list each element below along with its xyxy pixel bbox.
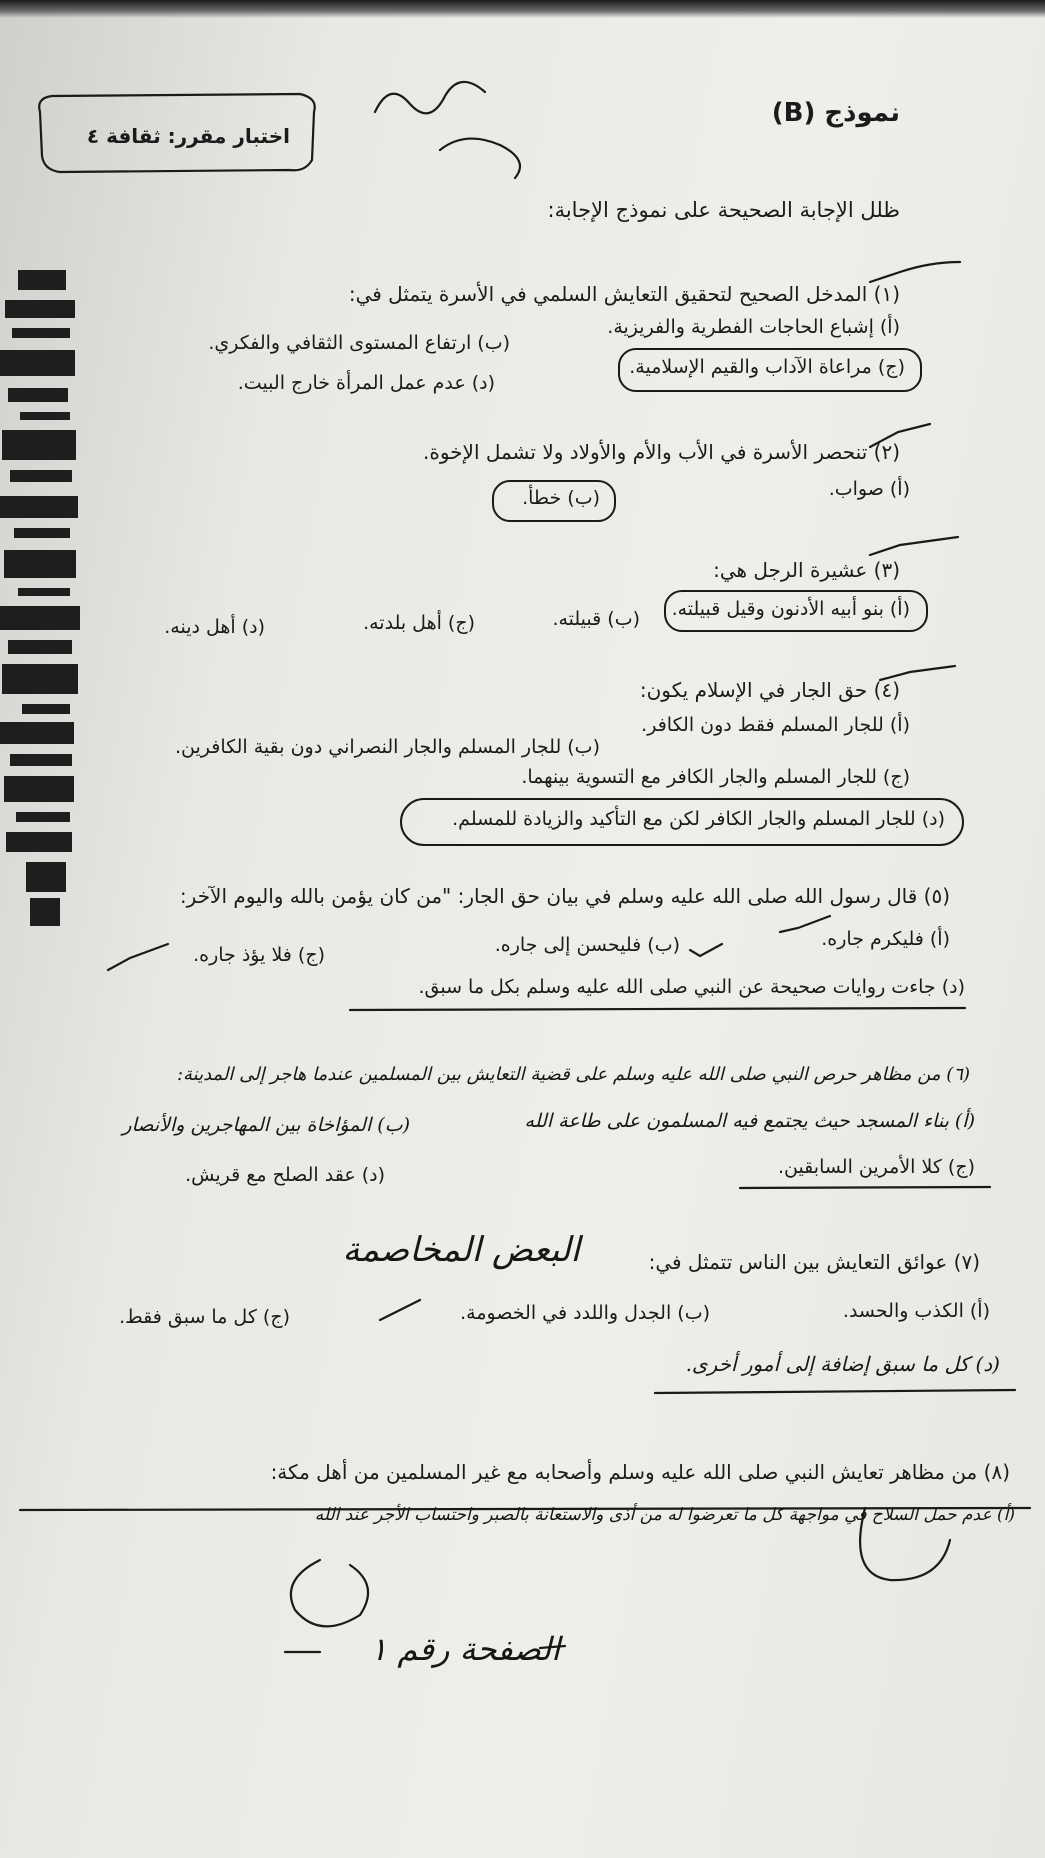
q5-option-d: (د) جاءت روايات صحيحة عن النبي صلى الله عليه وسلم بكل ما سبق. xyxy=(418,976,965,998)
exam-title: اختبار مقرر: ثقافة ٤ xyxy=(86,124,290,148)
q7-note: البعض المخاصمة xyxy=(342,1230,580,1270)
q2-option-a: (أ) صواب. xyxy=(828,478,910,500)
underline-q5 xyxy=(350,1008,965,1010)
q3-option-c: (ج) أهل بلدته. xyxy=(363,612,475,634)
q7-option-a: (أ) الكذب والحسد. xyxy=(842,1300,990,1322)
q8-option-a: (أ) عدم حمل السلاح في مواجهة كل ما تعرضوا له من أذى والاستعانة بالصبر واحتساب الأجر عند الله xyxy=(314,1505,1015,1525)
q7-option-d: (د) كل ما سبق إضافة إلى أمور أخرى. xyxy=(685,1352,1000,1376)
q5-option-a: (أ) فليكرم جاره. xyxy=(821,928,950,950)
q6-option-a: (أ) بناء المسجد حيث يجتمع فيه المسلمون على طاعة الله xyxy=(524,1110,975,1132)
q1-option-b: (ب) ارتفاع المستوى الثقافي والفكري. xyxy=(208,332,510,354)
underline-q7 xyxy=(655,1390,1015,1393)
q3-stem: (٣) عشيرة الرجل هي: xyxy=(713,558,900,582)
q5-option-b: (ب) فليحسن إلى جاره. xyxy=(494,934,680,956)
q8-stem: (٨) من مظاهر تعايش النبي صلى الله عليه وسلم وأصحابه مع غير المسلمين من أهل مكة: xyxy=(270,1460,1010,1484)
q2-stem: (٢) تنحصر الأسرة في الأب والأم والأولاد ولا تشمل الإخوة. xyxy=(423,440,900,464)
q4-option-c: (ج) للجار المسلم والجار الكافر مع التسوية بينهما. xyxy=(521,766,910,788)
q5-stem: (٥) قال رسول الله صلى الله عليه وسلم في بيان حق الجار: "من كان يؤمن بالله واليوم الآخر: xyxy=(179,884,950,908)
q1-option-a: (أ) إشباع الحاجات الفطرية والفريزية. xyxy=(607,316,900,338)
q4-option-b: (ب) للجار المسلم والجار النصراني دون بقية الكافرين. xyxy=(175,736,600,758)
q5-option-c: (ج) فلا يؤذ جاره. xyxy=(193,944,325,966)
instructions: ظلل الإجابة الصحيحة على نموذج الإجابة: xyxy=(547,198,900,222)
q7-option-b: (ب) الجدل واللدد في الخصومة. xyxy=(460,1302,710,1324)
q1-option-d: (د) عدم عمل المرأة خارج البيت. xyxy=(237,372,495,394)
q4-stem: (٤) حق الجار في الإسلام يكون: xyxy=(639,678,900,702)
q4-option-a: (أ) للجار المسلم فقط دون الكافر. xyxy=(641,714,910,736)
check-q1 xyxy=(870,262,960,282)
q2-option-b: (ب) خطأ. xyxy=(522,487,600,509)
q1-option-c: (ج) مراعاة الآداب والقيم الإسلامية. xyxy=(629,356,905,378)
q3-option-a: (أ) بنو أبيه الأدنون وقيل قبيلته. xyxy=(671,598,910,620)
underline-q6 xyxy=(740,1187,990,1188)
check-q5-c xyxy=(108,944,168,970)
q7-stem: (٧) عوائق التعايش بين الناس تتمثل في: xyxy=(648,1250,980,1274)
q6-stem: (٦) من مظاهر حرص النبي صلى الله عليه وسلم على قضية التعايش بين المسلمين عندما هاجر إلى المدينة: xyxy=(176,1064,970,1085)
q6-option-d: (د) عقد الصلح مع قريش. xyxy=(185,1164,385,1186)
q3-option-b: (ب) قبيلته. xyxy=(552,608,640,630)
q1-stem: (١) المدخل الصحيح لتحقيق التعايش السلمي في الأسرة يتمثل في: xyxy=(348,282,900,306)
model-label: نموذج (B) xyxy=(771,98,900,128)
q4-option-d: (د) للجار المسلم والجار الكافر لكن مع التأكيد والزيادة للمسلم. xyxy=(452,808,945,830)
q6-option-b: (ب) المؤاخاة بين المهاجرين والأنصار xyxy=(122,1114,410,1136)
check-q3 xyxy=(870,537,958,555)
q6-option-c: (ج) كلا الأمرين السابقين. xyxy=(777,1156,975,1178)
circle-q8-c xyxy=(291,1560,368,1626)
q7-option-c: (ج) كل ما سبق فقط. xyxy=(119,1306,290,1328)
q3-option-d: (د) أهل دينه. xyxy=(164,616,265,638)
check-q5-b xyxy=(690,944,722,956)
page-number: الصفحة رقم ١ xyxy=(370,1630,560,1668)
